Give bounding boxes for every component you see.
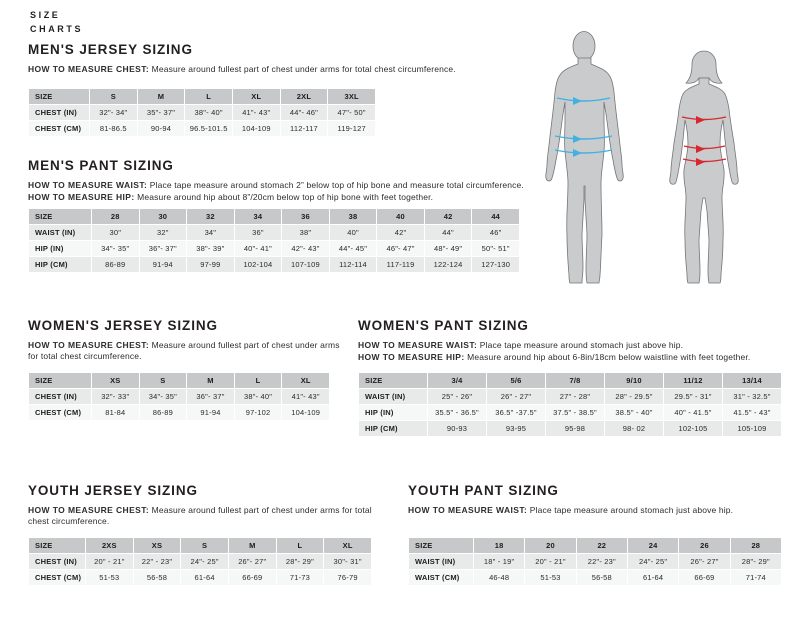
row-label: HIP (CM) — [29, 257, 91, 272]
section-title: YOUTH JERSEY SIZING — [28, 483, 198, 498]
section-title: YOUTH PANT SIZING — [408, 483, 559, 498]
size-cell: 25" - 26" — [428, 389, 486, 404]
size-cell: 91-94 — [187, 405, 234, 420]
column-header: 28 — [731, 538, 781, 553]
row-label: CHEST (CM) — [29, 405, 91, 420]
size-cell: 38"- 40" — [235, 389, 282, 404]
womens-pant-size-table — [358, 372, 782, 437]
row-label: WAIST (IN) — [29, 225, 91, 240]
measurement-figures — [530, 26, 790, 296]
size-cell: 40"- 41" — [235, 241, 282, 256]
column-header: 40 — [377, 209, 424, 224]
table-row — [409, 554, 781, 569]
row-label: HIP (IN) — [359, 405, 427, 420]
size-cell: 81-84 — [92, 405, 139, 420]
size-cell: 28"- 29" — [731, 554, 781, 569]
how-to-measure-waist: HOW TO MEASURE WAIST: Place tape measure around stomach just above hip. — [408, 505, 734, 515]
table-row — [29, 554, 371, 569]
column-header: M — [187, 373, 234, 388]
row-label: WAIST (IN) — [409, 554, 473, 569]
size-cell: 32" — [140, 225, 187, 240]
size-cell: 105-109 — [723, 421, 781, 436]
how-to-measure-waist: HOW TO MEASURE WAIST: Place tape measure around stomach 2” below top of hip bone and measure total circumference. — [28, 180, 524, 190]
table-row — [409, 570, 781, 585]
column-header: XS — [134, 538, 181, 553]
column-header: SIZE — [359, 373, 427, 388]
size-cell: 90-94 — [138, 121, 185, 136]
column-header: 28 — [92, 209, 139, 224]
size-cell: 41"- 43" — [233, 105, 280, 120]
row-label: HIP (CM) — [359, 421, 427, 436]
column-header: SIZE — [29, 538, 85, 553]
size-cell: 86-89 — [92, 257, 139, 272]
size-cell: 26"- 27" — [229, 554, 276, 569]
column-header: 34 — [235, 209, 282, 224]
size-cell: 56-58 — [134, 570, 181, 585]
column-header: 9/10 — [605, 373, 663, 388]
column-header: 22 — [577, 538, 627, 553]
table-row — [359, 421, 781, 436]
size-cell: 28"- 29" — [277, 554, 324, 569]
size-cell: 41"- 43" — [282, 389, 329, 404]
size-cell: 104-109 — [282, 405, 329, 420]
size-cell: 46" — [472, 225, 519, 240]
column-header: XL — [324, 538, 371, 553]
column-header: 11/12 — [664, 373, 722, 388]
table-header-row — [29, 209, 519, 224]
table-header-row — [409, 538, 781, 553]
column-header: 7/8 — [546, 373, 604, 388]
column-header: M — [138, 89, 185, 104]
how-to-measure-chest: HOW TO MEASURE CHEST: Measure around fullest part of chest under arms for total chest circumference. — [28, 340, 340, 362]
size-cell: 66-69 — [679, 570, 729, 585]
section-title: WOMEN'S JERSEY SIZING — [28, 318, 218, 333]
size-cell: 36" — [235, 225, 282, 240]
size-cell: 107-109 — [282, 257, 329, 272]
size-cell: 76-79 — [324, 570, 371, 585]
table-row — [29, 570, 371, 585]
size-cell: 27" - 28" — [546, 389, 604, 404]
female-body — [670, 78, 739, 283]
male-head — [573, 32, 595, 61]
size-cell: 91-94 — [140, 257, 187, 272]
size-cell: 24"- 25" — [628, 554, 678, 569]
section-youth-jersey — [28, 483, 380, 598]
mens-pant-size-table — [28, 208, 520, 273]
size-cell: 95-98 — [546, 421, 604, 436]
column-header: XS — [92, 373, 139, 388]
size-cell: 35.5" - 36.5" — [428, 405, 486, 420]
size-cell: 127-130 — [472, 257, 519, 272]
size-cell: 90-93 — [428, 421, 486, 436]
size-cell: 112-117 — [281, 121, 328, 136]
row-label: WAIST (IN) — [359, 389, 427, 404]
size-cell: 61-64 — [628, 570, 678, 585]
section-title: MEN'S JERSEY SIZING — [28, 42, 193, 57]
size-cell: 29.5" - 31" — [664, 389, 722, 404]
size-cell: 122-124 — [425, 257, 472, 272]
column-header: 42 — [425, 209, 472, 224]
section-womens-jersey — [28, 318, 340, 448]
size-cell: 38.5" - 40" — [605, 405, 663, 420]
size-cell: 24"- 25" — [181, 554, 228, 569]
column-header: L — [235, 373, 282, 388]
column-header: L — [277, 538, 324, 553]
size-cell: 36"- 37" — [140, 241, 187, 256]
size-cell: 26" - 27" — [487, 389, 545, 404]
how-to-measure-waist: HOW TO MEASURE WAIST: Place tape measure around stomach just above hip. — [358, 340, 684, 350]
column-header: 18 — [474, 538, 524, 553]
size-cell: 44"- 46" — [281, 105, 328, 120]
size-cell: 41.5" - 43" — [723, 405, 781, 420]
column-header: 30 — [140, 209, 187, 224]
table-header-row — [359, 373, 781, 388]
section-mens-pant — [28, 158, 540, 288]
size-cell: 22"- 23" — [577, 554, 627, 569]
table-row — [29, 121, 375, 136]
size-cell: 42" — [377, 225, 424, 240]
column-header: 26 — [679, 538, 729, 553]
row-label: CHEST (IN) — [29, 105, 89, 120]
size-cell: 81-86.5 — [90, 121, 137, 136]
size-cell: 42"- 43" — [282, 241, 329, 256]
column-header: 24 — [628, 538, 678, 553]
column-header: XL — [282, 373, 329, 388]
table-header-row — [29, 89, 375, 104]
size-cell: 34"- 35" — [92, 241, 139, 256]
size-cell: 38"- 40" — [185, 105, 232, 120]
size-cell: 96.5-101.5 — [185, 121, 232, 136]
size-cell: 56-58 — [577, 570, 627, 585]
size-cell: 48"- 49" — [425, 241, 472, 256]
size-cell: 112-114 — [330, 257, 377, 272]
size-cell: 97-102 — [235, 405, 282, 420]
size-cell: 40" - 41.5" — [664, 405, 722, 420]
size-cell: 36.5" -37.5" — [487, 405, 545, 420]
womens-jersey-size-table — [28, 372, 330, 421]
size-cell: 117-119 — [377, 257, 424, 272]
size-cell: 51-53 — [525, 570, 575, 585]
section-title: WOMEN'S PANT SIZING — [358, 318, 529, 333]
size-cell: 18" - 19" — [474, 554, 524, 569]
size-cell: 93-95 — [487, 421, 545, 436]
table-row — [29, 405, 329, 420]
size-cell: 38"- 39" — [187, 241, 234, 256]
size-cell: 98- 02 — [605, 421, 663, 436]
column-header: L — [185, 89, 232, 104]
size-cell: 119-127 — [328, 121, 375, 136]
row-label: CHEST (IN) — [29, 389, 91, 404]
how-to-measure-hip: HOW TO MEASURE HIP: Measure around hip about 8”/20cm below top of hip bone with feet together. — [28, 192, 434, 203]
size-cell: 97-99 — [187, 257, 234, 272]
size-cell: 102-104 — [235, 257, 282, 272]
size-cell: 86-89 — [140, 405, 187, 420]
table-row — [29, 105, 375, 120]
row-label: HIP (IN) — [29, 241, 91, 256]
size-cell: 20" - 21" — [86, 554, 133, 569]
section-mens-jersey — [28, 42, 533, 152]
column-header: SIZE — [29, 209, 91, 224]
size-cell: 20" - 21" — [525, 554, 575, 569]
column-header: S — [181, 538, 228, 553]
column-header: S — [90, 89, 137, 104]
table-row — [29, 389, 329, 404]
table-row — [359, 389, 781, 404]
page-title-line2: CHARTS — [30, 23, 84, 34]
size-cell: 44"- 45" — [330, 241, 377, 256]
section-youth-pant — [408, 483, 782, 598]
size-cell: 30"- 31" — [324, 554, 371, 569]
column-header: 3XL — [328, 89, 375, 104]
column-header: 5/6 — [487, 373, 545, 388]
size-cell: 38" — [282, 225, 329, 240]
size-cell: 31" - 32.5" — [723, 389, 781, 404]
size-cell: 35"- 37" — [138, 105, 185, 120]
table-header-row — [29, 373, 329, 388]
column-header: XL — [233, 89, 280, 104]
column-header: SIZE — [409, 538, 473, 553]
size-cell: 71-73 — [277, 570, 324, 585]
mens-jersey-size-table — [28, 88, 376, 137]
size-cell: 37.5" - 38.5" — [546, 405, 604, 420]
column-header: 3/4 — [428, 373, 486, 388]
column-header: SIZE — [29, 89, 89, 104]
size-cell: 50"- 51" — [472, 241, 519, 256]
size-cell: 36"- 37" — [187, 389, 234, 404]
male-silhouette-icon — [540, 30, 628, 288]
column-header: M — [229, 538, 276, 553]
column-header: 32 — [187, 209, 234, 224]
table-row — [29, 241, 519, 256]
size-cell: 34" — [187, 225, 234, 240]
size-cell: 66-69 — [229, 570, 276, 585]
column-header: 13/14 — [723, 373, 781, 388]
column-header: 20 — [525, 538, 575, 553]
size-cell: 32"- 33" — [92, 389, 139, 404]
table-row — [359, 405, 781, 420]
column-header: SIZE — [29, 373, 91, 388]
size-cell: 34"- 35" — [140, 389, 187, 404]
how-to-measure-hip: HOW TO MEASURE HIP: Measure around hip about 6-8in/18cm below waistline with feet together. — [358, 352, 751, 363]
size-cell: 61-64 — [181, 570, 228, 585]
size-cell: 46-48 — [474, 570, 524, 585]
row-label: WAIST (CM) — [409, 570, 473, 585]
section-title: MEN'S PANT SIZING — [28, 158, 174, 173]
row-label: CHEST (CM) — [29, 570, 85, 585]
youth-pant-size-table — [408, 537, 782, 586]
page-title — [30, 9, 83, 36]
size-cell: 28" - 29.5" — [605, 389, 663, 404]
section-womens-pant — [358, 318, 782, 448]
size-cell: 71-74 — [731, 570, 781, 585]
page-title-line1: SIZE — [30, 10, 61, 20]
female-silhouette-icon — [660, 48, 748, 286]
size-cell: 51-53 — [86, 570, 133, 585]
size-cell: 26"- 27" — [679, 554, 729, 569]
size-cell: 44" — [425, 225, 472, 240]
row-label: CHEST (CM) — [29, 121, 89, 136]
size-cell: 104-109 — [233, 121, 280, 136]
column-header: 38 — [330, 209, 377, 224]
table-row — [29, 257, 519, 272]
row-label: CHEST (IN) — [29, 554, 85, 569]
how-to-measure-chest: HOW TO MEASURE CHEST: Measure around fullest part of chest under arms for total chest circumference. — [28, 64, 456, 74]
size-cell: 30" — [92, 225, 139, 240]
size-cell: 22" - 23" — [134, 554, 181, 569]
column-header: 36 — [282, 209, 329, 224]
size-cell: 46"- 47" — [377, 241, 424, 256]
column-header: 2XS — [86, 538, 133, 553]
how-to-measure-chest: HOW TO MEASURE CHEST: Measure around fullest part of chest under arms for total chest circumference. — [28, 505, 372, 527]
size-cell: 32"- 34" — [90, 105, 137, 120]
size-cell: 47"- 50" — [328, 105, 375, 120]
table-row — [29, 225, 519, 240]
column-header: 2XL — [281, 89, 328, 104]
male-body — [546, 58, 624, 283]
table-header-row — [29, 538, 371, 553]
size-cell: 102-105 — [664, 421, 722, 436]
column-header: S — [140, 373, 187, 388]
youth-jersey-size-table — [28, 537, 372, 586]
column-header: 44 — [472, 209, 519, 224]
size-cell: 40" — [330, 225, 377, 240]
